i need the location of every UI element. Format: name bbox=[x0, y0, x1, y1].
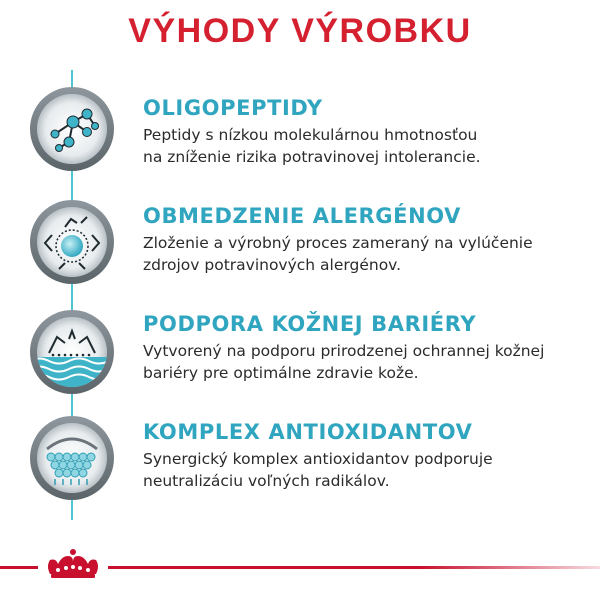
page-title: VÝHODY VÝROBKU bbox=[128, 12, 472, 50]
feature-description bbox=[143, 340, 583, 384]
feature-title: OLIGOPEPTIDY bbox=[143, 96, 323, 120]
feature-description-line: Peptidy s nízkou molekulárnou hmotnosťou bbox=[143, 126, 478, 144]
feature-description-line: bariéry pre optimálne zdravie kože. bbox=[143, 364, 419, 382]
feature-description-line: Vytvorený na podporu prirodzenej ochrannej kožnej bbox=[143, 342, 545, 360]
feature-title: PODPORA KOŽNEJ BARIÉRY bbox=[143, 312, 477, 336]
feature-description bbox=[143, 232, 583, 276]
feature-description-line: na zníženie rizika potravinovej intolerancie. bbox=[143, 148, 481, 166]
feature-description-line: neutralizáciu voľných radikálov. bbox=[143, 472, 390, 490]
feature-description bbox=[143, 124, 583, 168]
antioxidant-cells-icon bbox=[29, 415, 115, 501]
allergen-shield-icon bbox=[29, 199, 115, 285]
feature-description-line: Zloženie a výrobný proces zameraný na vylúčenie bbox=[143, 234, 533, 252]
feature-title: OBMEDZENIE ALERGÉNOV bbox=[143, 204, 461, 228]
skin-barrier-icon bbox=[29, 309, 115, 395]
feature-description-line: zdrojov potravinových alergénov. bbox=[143, 256, 402, 274]
feature-description-line: Synergický komplex antioxidantov podporuje bbox=[143, 450, 493, 468]
crown-logo-icon bbox=[38, 548, 108, 582]
feature-description bbox=[143, 448, 583, 492]
molecule-icon bbox=[29, 86, 115, 172]
feature-title: KOMPLEX ANTIOXIDANTOV bbox=[143, 420, 473, 444]
